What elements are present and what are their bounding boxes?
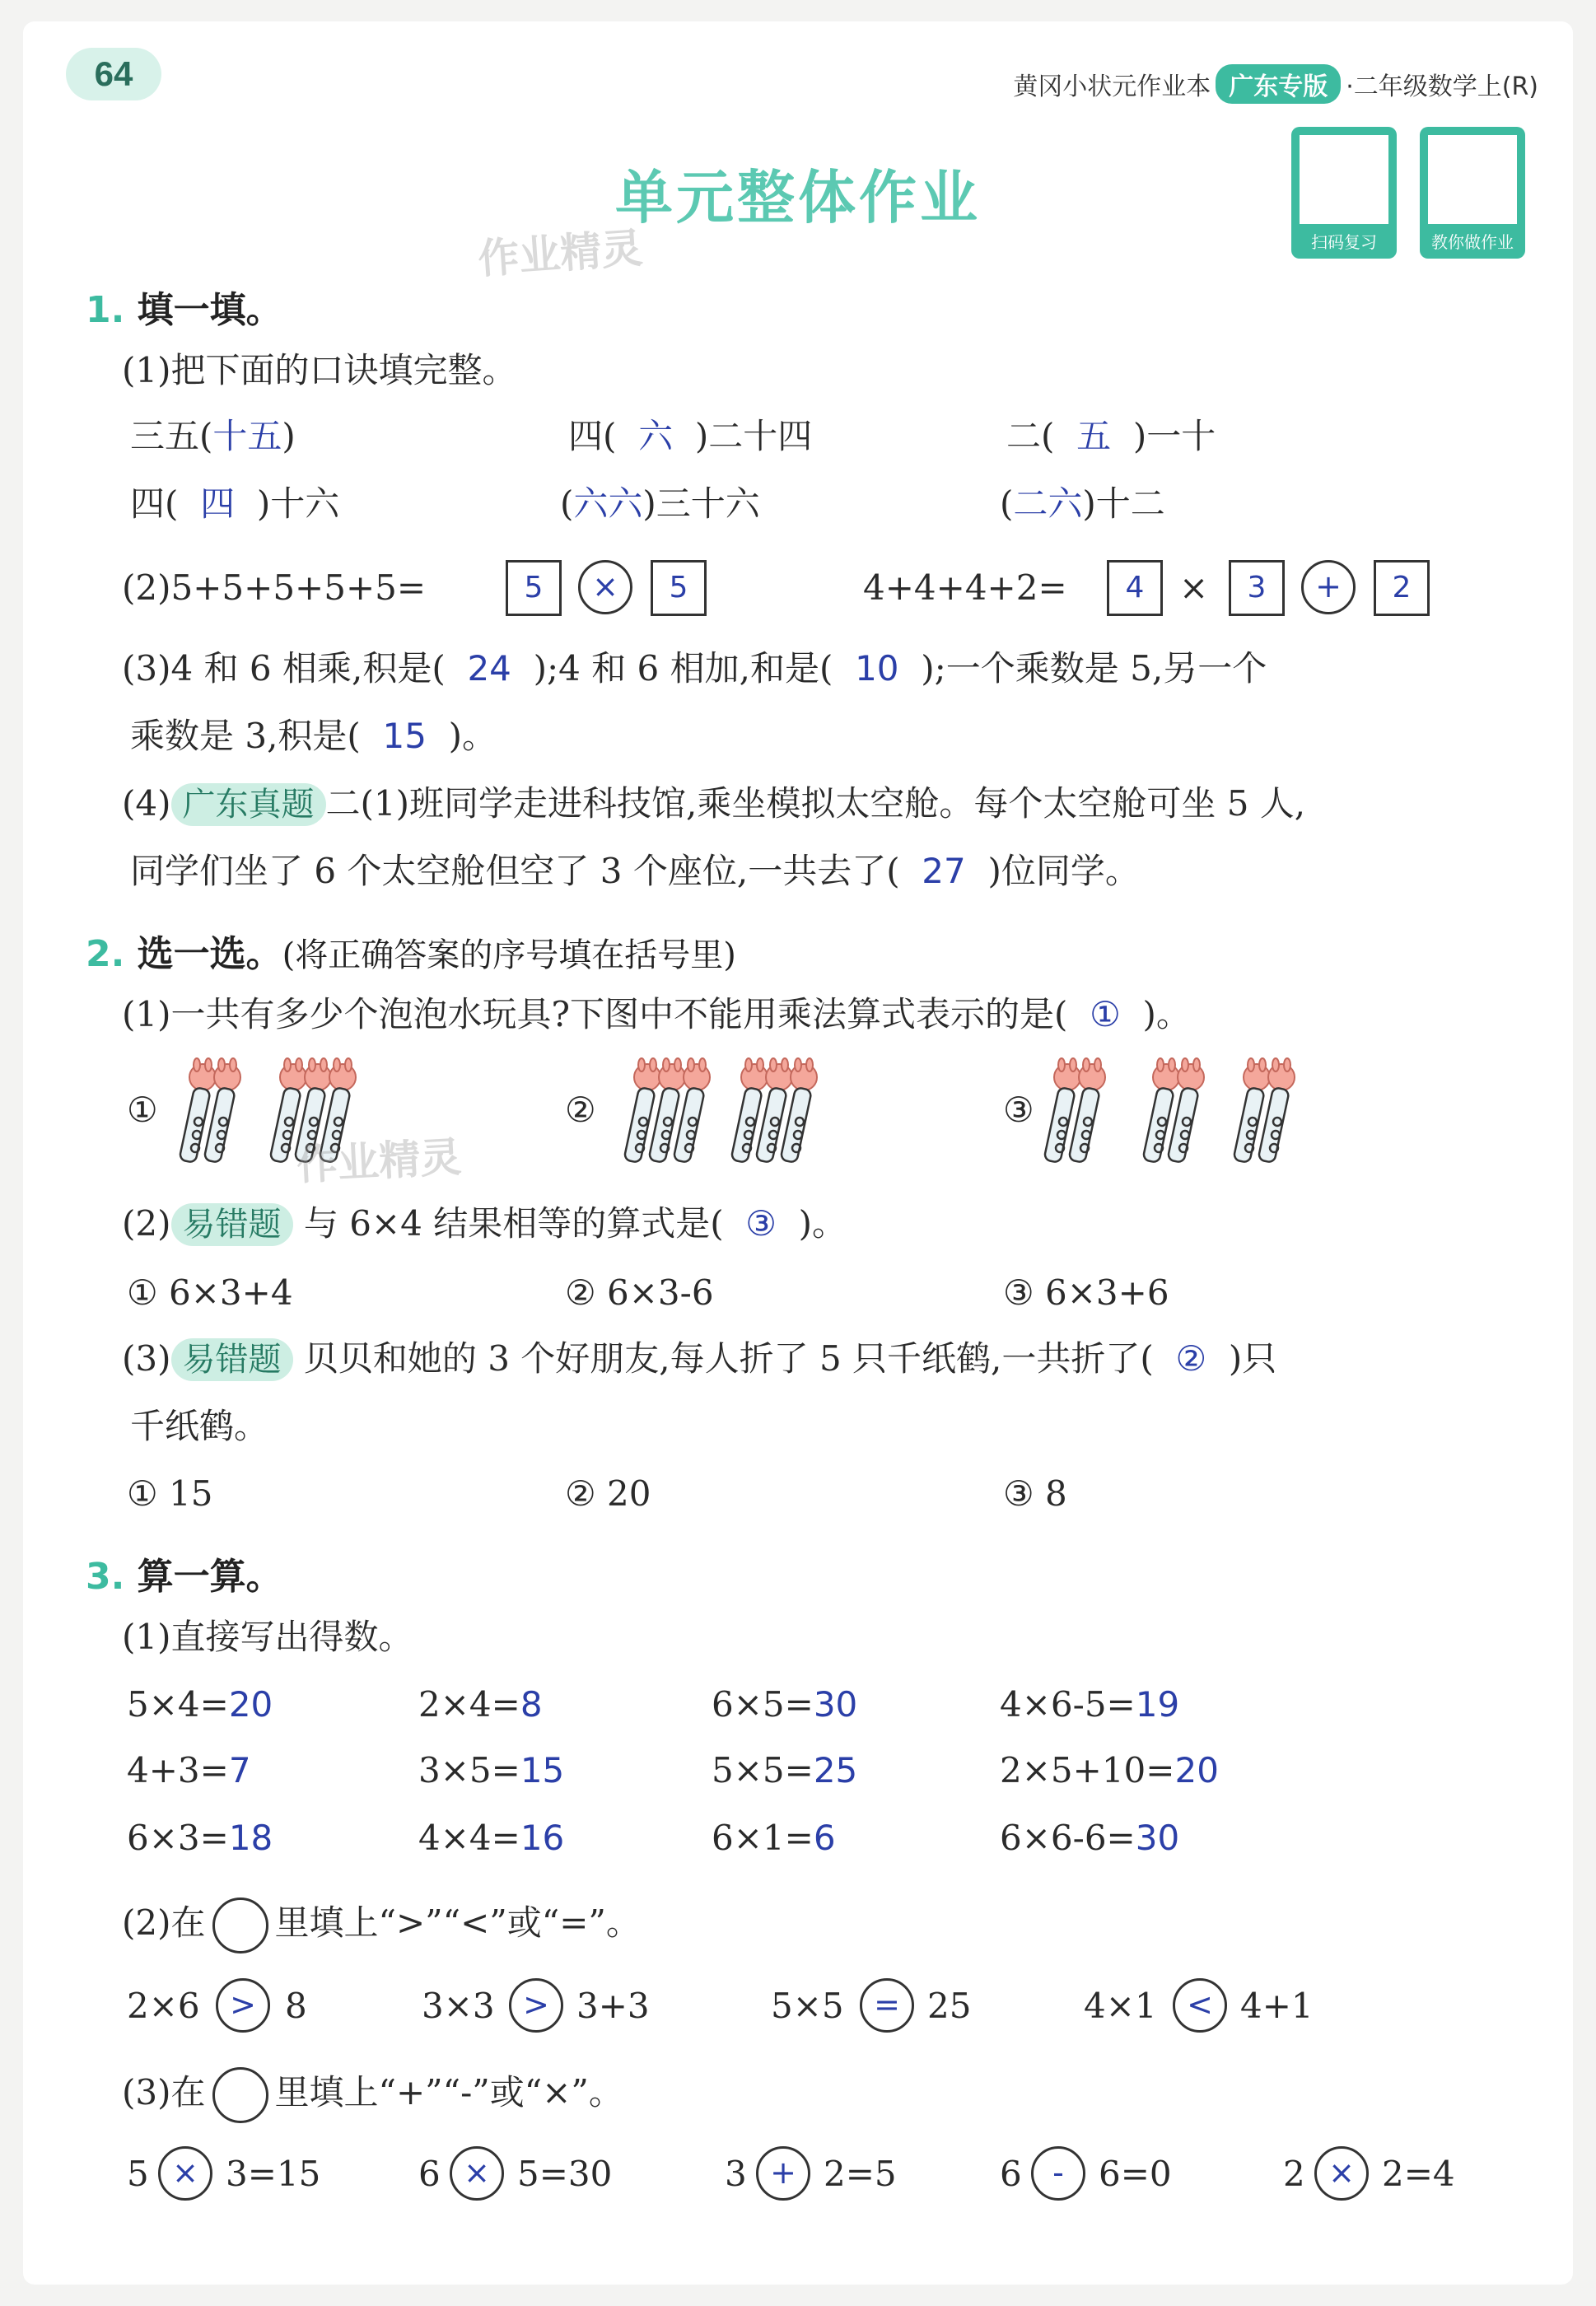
operator-circle[interactable]: ×	[450, 2146, 504, 2201]
operator-item-left: 5	[127, 2154, 149, 2194]
section-number: 2.	[86, 933, 125, 975]
calc-item: 4×4=16	[418, 1818, 565, 1858]
tag-guangdong-exam: 广东真题	[171, 783, 326, 826]
s2-q3-line2: 千纸鹤。	[130, 1406, 269, 1446]
rhyme-item: 四( 六 )二十四	[568, 416, 813, 456]
operator-item-right: 3=15	[226, 2154, 321, 2194]
rhyme-item: (六六)三十六	[560, 483, 760, 524]
calc-item: 6×3=18	[127, 1818, 273, 1858]
compare-item-left: 2×6	[127, 1986, 200, 2026]
watermark-top: 作业精灵	[476, 224, 645, 283]
compare-item-left: 4×1	[1084, 1986, 1157, 2026]
section-1-heading	[86, 280, 282, 333]
choice-option: ② 20	[565, 1473, 651, 1514]
answer-box[interactable]: 5	[651, 560, 707, 616]
operator-item-right: 2=5	[824, 2154, 897, 2194]
operator-item-left: 2	[1283, 2154, 1305, 2194]
calc-item: 6×5=30	[712, 1684, 858, 1725]
calc-item: 6×6-6=30	[1000, 1818, 1180, 1858]
qr-review[interactable]	[1291, 127, 1397, 259]
section-number: 1.	[86, 289, 125, 331]
option-label: ②	[565, 1090, 596, 1130]
rhyme-item: 三五(十五)	[130, 416, 296, 456]
s1-q2-left-expr: (2)5+5+5+5+5=	[122, 567, 427, 608]
compare-item-right: 25	[927, 1986, 972, 2026]
operator-item-left: 6	[418, 2154, 441, 2194]
rhyme-item: 二( 五 )一十	[1006, 416, 1216, 456]
calc-item: 4×6-5=19	[1000, 1684, 1180, 1725]
section-number: 3.	[86, 1556, 125, 1598]
section-title: 选一选。	[137, 933, 282, 975]
book-header	[1013, 64, 1538, 104]
s1-q2-right-expr: 4+4+4+2=	[863, 567, 1067, 608]
operator-circle[interactable]: +	[1301, 560, 1356, 614]
operator-item-left: 6	[1000, 2154, 1022, 2194]
s1-q1-prompt: (1)把下面的口诀填完整。	[122, 350, 517, 390]
operator-circle[interactable]: ×	[158, 2146, 212, 2201]
compare-item-right: 8	[285, 1986, 307, 2026]
compare-circle[interactable]: >	[216, 1978, 270, 2033]
answer-box[interactable]: 5	[506, 560, 562, 616]
compare-item-right: 4+1	[1240, 1986, 1314, 2026]
qr-homework[interactable]	[1420, 127, 1525, 259]
section-2-heading	[86, 924, 736, 977]
rhyme-item: (二六)十二	[1000, 483, 1165, 524]
s2-q1-prompt: (1)一共有多少个泡泡水玩具?下图中不能用乘法算式表示的是( ① )。	[122, 994, 1191, 1034]
choice-option: ③ 6×3+6	[1003, 1272, 1169, 1313]
times-sign: ×	[1179, 567, 1209, 608]
qr-code-icon	[1300, 135, 1388, 224]
calc-item: 6×1=6	[712, 1818, 836, 1858]
operator-circle[interactable]: -	[1031, 2146, 1085, 2201]
blank-circle-icon	[212, 1898, 268, 1954]
s2-q2-prompt: (2) 易错题 与 6×4 结果相等的算式是( ③ )。	[122, 1202, 847, 1246]
qr-review-label: 扫码复习	[1311, 232, 1377, 252]
operator-item-left: 3	[725, 2154, 747, 2194]
section-subtitle: (将正确答案的序号填在括号里)	[282, 936, 736, 974]
operator-circle[interactable]: +	[756, 2146, 810, 2201]
qr-code-icon	[1428, 135, 1517, 224]
page-title: 单元整体作业	[615, 164, 981, 231]
compare-circle[interactable]: <	[1173, 1978, 1227, 2033]
s1-q3-line2: 乘数是 3,积是( 15 )。	[130, 716, 497, 756]
blank-circle-icon	[212, 2067, 268, 2123]
book-title: 黄冈小状元作业本	[1013, 72, 1211, 101]
calc-item: 4+3=7	[127, 1750, 251, 1790]
calc-item: 5×4=20	[127, 1684, 273, 1725]
operator-circle[interactable]: ×	[1314, 2146, 1369, 2201]
calc-item: 3×5=15	[418, 1750, 565, 1790]
tag-error-prone: 易错题	[171, 1338, 293, 1381]
tag-error-prone: 易错题	[171, 1203, 293, 1246]
section-3-heading	[86, 1547, 282, 1599]
s3-q3-prompt: (3)在 里填上“+”“-”或“×”。	[122, 2067, 623, 2123]
operator-item-right: 5=30	[517, 2154, 613, 2194]
section-title: 算一算。	[137, 1556, 282, 1598]
rhyme-item: 四( 四 )十六	[130, 483, 340, 524]
calc-item: 2×4=8	[418, 1684, 543, 1725]
operator-item-right: 6=0	[1099, 2154, 1172, 2194]
operator-item-right: 2=4	[1382, 2154, 1455, 2194]
option-label: ③	[1003, 1090, 1034, 1130]
answer-box[interactable]: 3	[1229, 560, 1285, 616]
s2-q3-line1: (3) 易错题 贝贝和她的 3 个好朋友,每人折了 5 只千纸鹤,一共折了( ② )只	[122, 1337, 1276, 1381]
answer-box[interactable]: 4	[1107, 560, 1163, 616]
s1-q3-line1: (3)4 和 6 相乘,积是( 24 );4 和 6 相加,和是( 10 );一个乘数是 5,另一个	[122, 648, 1267, 689]
compare-circle[interactable]: >	[509, 1978, 563, 2033]
compare-item-right: 3+3	[576, 1986, 650, 2026]
choice-option: ③ 8	[1003, 1473, 1067, 1514]
compare-item-left: 5×5	[771, 1986, 844, 2026]
calc-item: 2×5+10=20	[1000, 1750, 1219, 1790]
watermark-middle: 作业精灵	[295, 1132, 463, 1190]
operator-circle[interactable]: ×	[578, 560, 632, 614]
s3-q2-prompt: (2)在 里填上“>”“<”或“=”。	[122, 1898, 641, 1954]
compare-item-left: 3×3	[422, 1986, 495, 2026]
qr-homework-label: 教你做作业	[1431, 232, 1514, 252]
page-number: 64	[66, 48, 161, 100]
edition-badge: 广东专版	[1216, 64, 1341, 104]
choice-option: ② 6×3-6	[565, 1272, 714, 1313]
s3-q1-prompt: (1)直接写出得数。	[122, 1617, 413, 1657]
grade-label: ·二年级数学上(R)	[1346, 72, 1538, 101]
choice-option: ① 15	[127, 1473, 213, 1514]
s1-q4-line1: (4) 广东真题 二(1)班同学走进科技馆,乘坐模拟太空舱。每个太空舱可坐 5 人,	[122, 782, 1305, 826]
calc-item: 5×5=25	[712, 1750, 858, 1790]
section-title: 填一填。	[137, 289, 282, 331]
compare-circle[interactable]: =	[860, 1978, 914, 2033]
choice-option: ① 6×3+4	[127, 1272, 293, 1313]
option-label: ①	[127, 1090, 158, 1130]
answer-box[interactable]: 2	[1374, 560, 1430, 616]
s1-q4-line2: 同学们坐了 6 个太空舱但空了 3 个座位,一共去了( 27 )位同学。	[130, 851, 1140, 891]
